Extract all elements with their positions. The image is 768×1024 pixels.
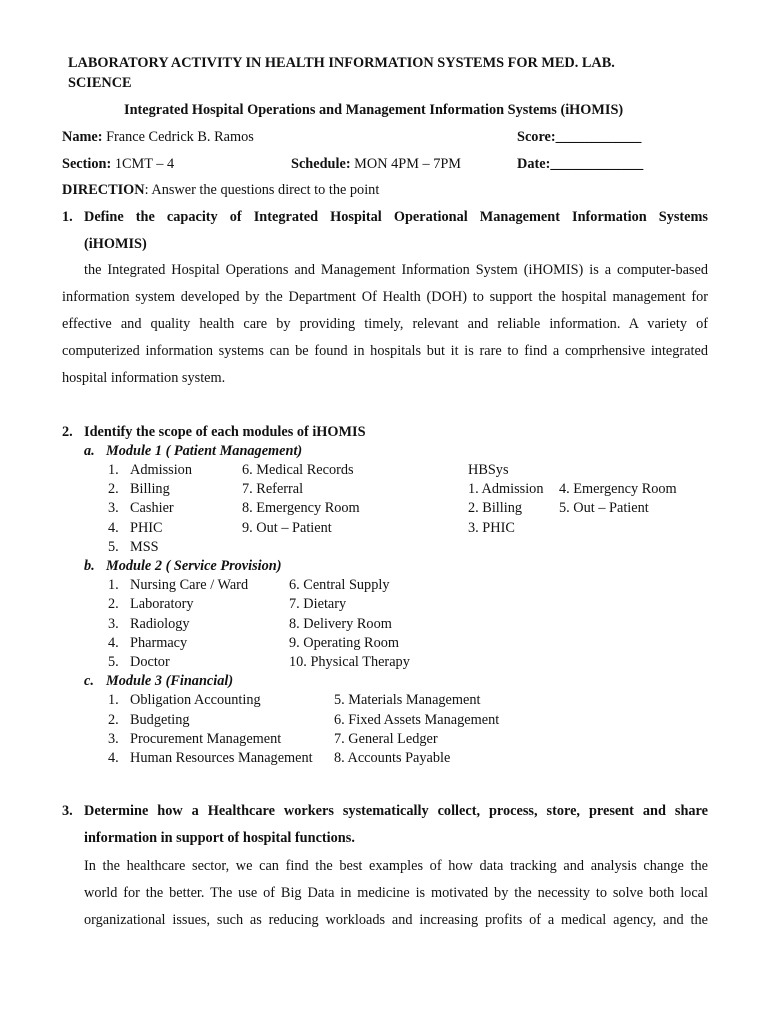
schedule-row: [291, 156, 461, 173]
list-item: Procurement Management: [130, 731, 282, 747]
module-a-title: Module 1 ( Patient Management): [106, 443, 303, 459]
q3-answer-line-3: organizational issues, such as reducing workloads and increasing profits of a medical agency, and the: [84, 912, 708, 928]
name-row: [62, 129, 254, 146]
q1-answer-line-2: information system developed by the Department Of Health (DOH) to support the hospital management for: [62, 289, 708, 305]
q3-question-line-1: Determine how a Healthcare workers systematically collect, process, store, present and share: [84, 803, 708, 819]
list-item: Nursing Care / Ward: [130, 577, 249, 593]
list-item: Billing: [130, 481, 170, 497]
q3-answer-line-2: world for the better. The use of Big Data in medicine is motivated by the necessity to solve both local: [84, 885, 708, 901]
list-item: 7. Dietary: [289, 596, 347, 612]
list-item: 2.: [108, 596, 119, 612]
list-item: 7. General Ledger: [334, 731, 438, 747]
direction-text: : Answer the questions direct to the point: [144, 182, 380, 198]
q3-answer-line-1: In the healthcare sector, we can find the best examples of how data tracking and analysis change the: [84, 858, 708, 874]
list-item: 6. Fixed Assets Management: [334, 712, 500, 728]
list-item: Obligation Accounting: [130, 692, 261, 708]
name-label: Name:: [62, 129, 103, 145]
list-item: 5. Out – Patient: [559, 500, 649, 516]
q1-answer-line-3: effective and quality health care by providing timely, relevant and reliable information. A variety of: [62, 316, 708, 332]
list-item: 4.: [108, 750, 119, 766]
q3-number: 3.: [62, 803, 73, 819]
q1-question-line-1: Define the capacity of Integrated Hospital Operational Management Information Systems: [84, 209, 708, 225]
list-item: 8. Emergency Room: [242, 500, 360, 516]
score-field: Score:____________: [517, 129, 642, 145]
list-item: Radiology: [130, 616, 190, 632]
list-item: 4.: [108, 635, 119, 651]
list-item: 8. Delivery Room: [289, 616, 392, 632]
list-item: 8. Accounts Payable: [334, 750, 451, 766]
list-item: Pharmacy: [130, 635, 188, 651]
list-item: 5. Materials Management: [334, 692, 481, 708]
module-c-letter: c.: [84, 673, 94, 689]
subtitle: Integrated Hospital Operations and Management Information Systems (iHOMIS): [124, 102, 624, 118]
list-item: 6. Central Supply: [289, 577, 390, 593]
list-item: 7. Referral: [242, 481, 304, 497]
schedule-value: MON 4PM – 7PM: [354, 156, 462, 172]
title-line-1: LABORATORY ACTIVITY IN HEALTH INFORMATION SYSTEMS FOR MED. LAB.: [68, 55, 615, 71]
section-label: Section:: [62, 156, 112, 172]
list-item: Cashier: [130, 500, 174, 516]
date-field: Date:_____________: [517, 156, 644, 172]
module-b-title: Module 2 ( Service Provision): [106, 558, 282, 574]
q2-question: Identify the scope of each modules of iHOMIS: [84, 424, 366, 440]
list-item: Admission: [130, 462, 192, 478]
list-item: 9. Out – Patient: [242, 520, 332, 536]
list-item: 3.: [108, 616, 119, 632]
q3-question-line-2: information in support of hospital functions.: [84, 830, 355, 846]
list-item: 6. Medical Records: [242, 462, 354, 478]
q1-question-line-2: (iHOMIS): [84, 236, 147, 252]
list-item: 1.: [108, 577, 119, 593]
list-item: PHIC: [130, 520, 163, 536]
q1-number: 1.: [62, 209, 73, 225]
name-value: France Cedrick B. Ramos: [106, 129, 254, 145]
list-item: 5.: [108, 654, 119, 670]
module-b-letter: b.: [84, 558, 95, 574]
list-item: 10. Physical Therapy: [289, 654, 410, 670]
list-item: 3.: [108, 731, 119, 747]
list-item: 2.: [108, 712, 119, 728]
q2-number: 2.: [62, 424, 73, 440]
list-item: 4. Emergency Room: [559, 481, 677, 497]
list-item: 3.: [108, 500, 119, 516]
q1-answer-line-4: computerized information systems can be found in hospitals but it is rare to find a comprhensive integrated: [62, 343, 708, 359]
list-item: 2. Billing: [468, 500, 523, 516]
list-item: 1.: [108, 462, 119, 478]
section-row: [62, 156, 174, 173]
hbsys-title: HBSys: [468, 462, 509, 478]
list-item: 2.: [108, 481, 119, 497]
list-item: 4.: [108, 520, 119, 536]
q1-answer-line-1: the Integrated Hospital Operations and Management Information System (iHOMIS) is a computer-based: [84, 262, 708, 278]
q1-answer-line-5: hospital information system.: [62, 370, 226, 386]
list-item: Doctor: [130, 654, 170, 670]
title-line-2: SCIENCE: [68, 75, 132, 91]
section-value: 1CMT – 4: [114, 156, 175, 172]
module-a-letter: a.: [84, 443, 95, 459]
list-item: 1. Admission: [468, 481, 544, 497]
list-item: 9. Operating Room: [289, 635, 399, 651]
schedule-label: Schedule:: [291, 156, 351, 172]
list-item: Human Resources Management: [130, 750, 313, 766]
list-item: MSS: [130, 539, 159, 555]
direction: [62, 182, 379, 199]
list-item: 5.: [108, 539, 119, 555]
list-item: 3. PHIC: [468, 520, 515, 536]
direction-label: DIRECTION: [62, 182, 145, 198]
list-item: 1.: [108, 692, 119, 708]
list-item: Budgeting: [130, 712, 190, 728]
module-c-title: Module 3 (Financial): [106, 673, 234, 689]
list-item: Laboratory: [130, 596, 194, 612]
